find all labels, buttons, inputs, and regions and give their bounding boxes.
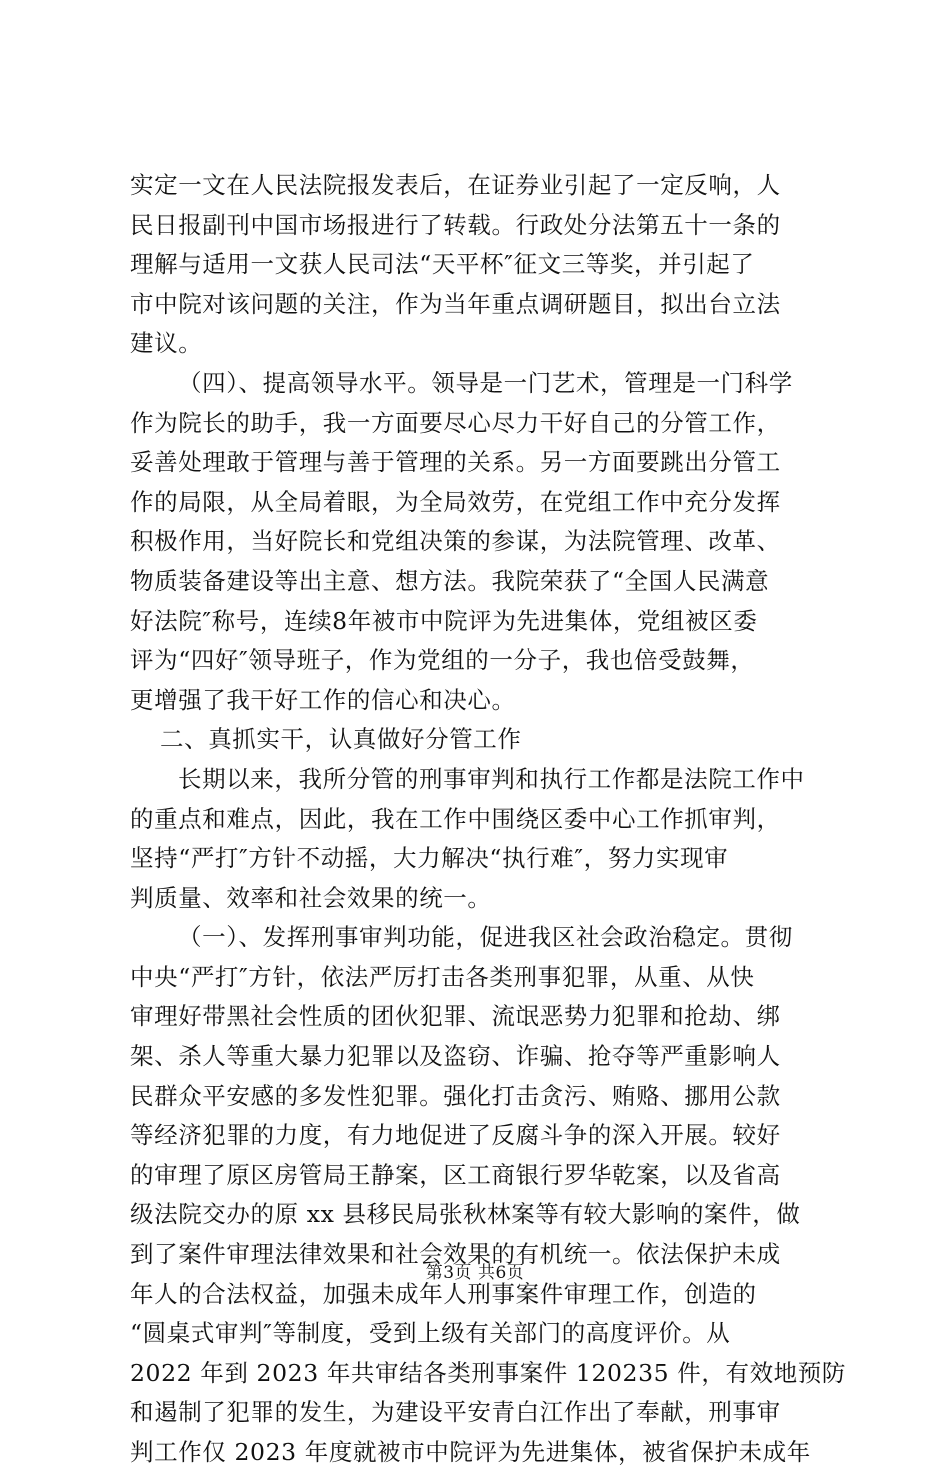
- text-line: 民群众平安感的多发性犯罪。强化打击贪污、贿赂、挪用公款: [130, 1081, 781, 1110]
- text-line: 判工作仅 2023 年度就被市中院评为先进集体，被省保护未成年: [130, 1438, 811, 1466]
- text-line: 作的局限，从全局着眼，为全局效劳，在党组工作中充分发挥: [130, 487, 781, 516]
- text-line: 好法院″称号，连续8年被市中院评为先进集体，党组被区委: [130, 606, 758, 635]
- text-line: 中央“严打″方针，依法严厉打击各类刑事犯罪，从重、从快: [130, 962, 755, 991]
- text-line: 妥善处理敢于管理与善于管理的关系。另一方面要跳出分管工: [130, 448, 781, 477]
- text-line: “圆桌式审判″等制度，受到上级有关部门的高度评价。从: [130, 1319, 731, 1348]
- section-heading-line: （四）、提高领导水平。领导是一门艺术，管理是一门科学: [178, 368, 793, 397]
- text-line: 2022 年到 2023 年共审结各类刑事案件 120235 件，有效地预防: [130, 1358, 846, 1387]
- text-line: 实定一文在人民法院报发表后，在证券业引起了一定反响，人: [130, 171, 781, 199]
- text-line: 理解与适用一文获人民司法“天平杯″征文三等奖，并引起了: [130, 250, 755, 279]
- page-number-footer: 第3页 共6页: [425, 1263, 525, 1283]
- text-line: 更增强了我干好工作的信心和决心。: [130, 685, 516, 714]
- text-line: 判质量、效率和社会效果的统一。: [130, 883, 492, 912]
- text-line: 的重点和难点，因此，我在工作中围绕区委中心工作抓审判，: [130, 804, 781, 833]
- text-line: 的审理了原区房管局王静案，区工商银行罗华乾案，以及省高: [130, 1160, 781, 1189]
- section-heading-line: （一）、发挥刑事审判功能，促进我区社会政治稳定。贯彻: [178, 923, 793, 952]
- text-line: 审理好带黑社会性质的团伙犯罪、流氓恶势力犯罪和抢劫、绑: [130, 1002, 781, 1031]
- paragraph-start-line: 长期以来，我所分管的刑事审判和执行工作都是法院工作中: [178, 764, 805, 793]
- text-line: 物质装备建设等出主意、想方法。我院荣获了“全国人民满意: [130, 566, 770, 595]
- text-line: 和遏制了犯罪的发生，为建设平安青白江作出了奉献，刑事审: [130, 1398, 781, 1427]
- text-line: 评为“四好″领导班子，作为党组的一分子，我也倍受鼓舞，: [130, 646, 755, 675]
- text-line: 坚持“严打″方针不动摇，大力解决“执行难″，努力实现审: [130, 844, 729, 873]
- text-line: 到了案件审理法律效果和社会效果的有机统一。依法保护未成: [130, 1240, 781, 1269]
- section-heading: 二、真抓实干，认真做好分管工作: [160, 725, 522, 754]
- text-line: 积极作用，当好院长和党组决策的参谋，为法院管理、改革、: [130, 527, 781, 556]
- text-line: 民日报副刊中国市场报进行了转载。行政处分法第五十一条的: [130, 210, 781, 239]
- text-line: 等经济犯罪的力度，有力地促进了反腐斗争的深入开展。较好: [130, 1121, 781, 1150]
- text-line: 级法院交办的原 xx 县移民局张秋林案等有较大影响的案件，做: [130, 1200, 801, 1229]
- text-line: 建议。: [130, 329, 203, 358]
- text-line: 架、杀人等重大暴力犯罪以及盗窃、诈骗、抢夺等严重影响人: [130, 1042, 781, 1071]
- text-line: 市中院对该问题的关注，作为当年重点调研题目，拟出台立法: [130, 289, 781, 318]
- text-line: 年人的合法权益，加强未成年人刑事案件审理工作，创造的: [130, 1279, 757, 1308]
- text-line: 作为院长的助手，我一方面要尽心尽力干好自己的分管工作，: [130, 408, 781, 437]
